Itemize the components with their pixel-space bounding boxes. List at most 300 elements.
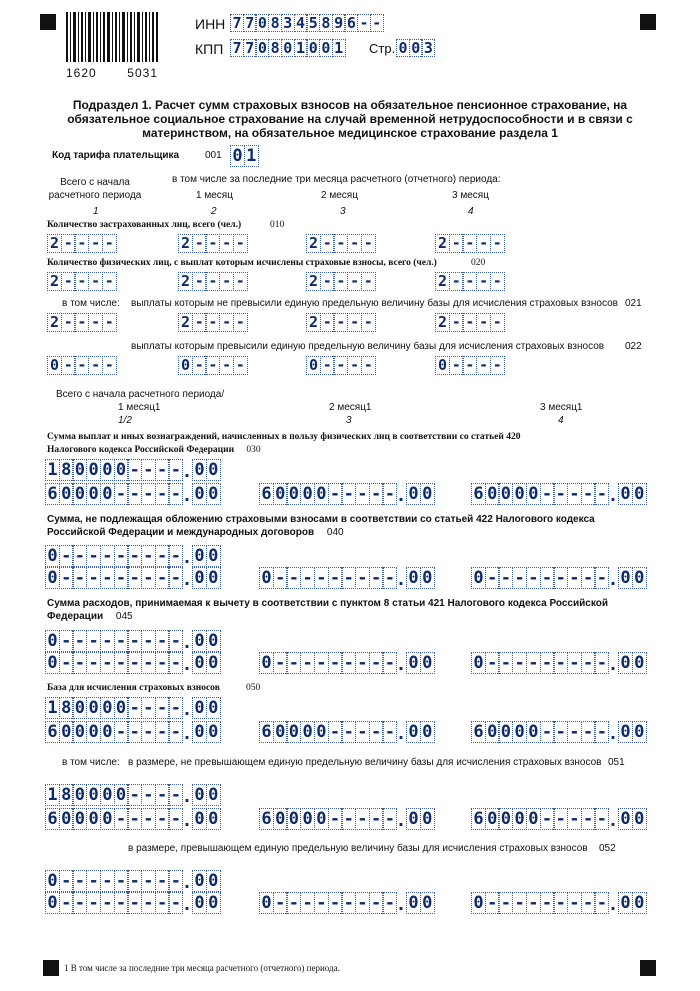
rouble-cell: - — [127, 630, 142, 652]
rouble-cell: - — [168, 870, 183, 892]
rouble-cell: - — [155, 459, 170, 481]
rouble-cell: - — [498, 892, 513, 914]
rouble-cell: 0 — [59, 721, 74, 743]
rouble-cell: - — [341, 808, 356, 830]
row020-m2[interactable] — [306, 272, 375, 291]
col2-num3: 3 — [346, 415, 352, 426]
kopeck-cell: 0 — [420, 483, 435, 505]
rouble-cell: 0 — [526, 483, 541, 505]
rouble-cell: 0 — [300, 808, 315, 830]
rouble-cell: - — [341, 483, 356, 505]
row050-m3[interactable] — [471, 721, 645, 743]
rouble-cell: - — [581, 808, 596, 830]
decimal-point: . — [181, 462, 193, 482]
comb-cell: - — [233, 313, 248, 332]
decimal-point: . — [395, 570, 407, 590]
rouble-cell: - — [141, 483, 156, 505]
rouble-cell: - — [553, 808, 568, 830]
tariff-field[interactable] — [230, 145, 257, 167]
rouble-cell: - — [100, 870, 115, 892]
row050-m2[interactable] — [259, 721, 433, 743]
rouble-cell: - — [512, 892, 527, 914]
comb-cell: - — [462, 313, 477, 332]
rouble-cell: - — [355, 808, 370, 830]
rouble-cell: 0 — [45, 870, 60, 892]
comb-cell: - — [205, 313, 220, 332]
row020-label: Количество физических лиц, с выплат которым исчислены страховые взносы, всего (чел.) — [47, 258, 437, 268]
row030-m1[interactable] — [45, 483, 219, 505]
comb-cell: - — [205, 272, 220, 291]
comb-cell: 3 — [421, 39, 435, 57]
barcode-number-left: 1620 — [66, 66, 97, 80]
kopeck-cell: 0 — [406, 652, 421, 674]
rouble-cell: - — [100, 652, 115, 674]
decimal-point: . — [181, 548, 193, 568]
rouble-cell: 0 — [314, 483, 329, 505]
rouble-cell: 0 — [45, 630, 60, 652]
row022-m3[interactable] — [435, 356, 504, 375]
rouble-cell: 0 — [86, 808, 101, 830]
rouble-cell: 6 — [45, 808, 60, 830]
col-num1: 1 — [93, 206, 99, 217]
comb-cell: 2 — [178, 272, 193, 291]
rouble-cell: 1 — [45, 784, 60, 806]
rouble-cell: - — [59, 652, 74, 674]
rouble-cell: 0 — [259, 652, 274, 674]
rouble-cell: - — [581, 567, 596, 589]
rouble-cell: - — [127, 545, 142, 567]
comb-cell: - — [449, 356, 464, 375]
rouble-cell: - — [300, 567, 315, 589]
rouble-cell: - — [485, 567, 500, 589]
rouble-cell: - — [382, 721, 397, 743]
rouble-cell: - — [155, 567, 170, 589]
row021-m1[interactable] — [178, 313, 247, 332]
rouble-cell: - — [114, 892, 129, 914]
row022-code: 022 — [625, 341, 642, 352]
comb-cell: - — [361, 356, 376, 375]
decimal-point: . — [181, 633, 193, 653]
comb-cell: - — [476, 356, 491, 375]
comb-cell: 3 — [281, 14, 295, 32]
row050-m1[interactable] — [45, 721, 219, 743]
rouble-cell: 0 — [498, 808, 513, 830]
rouble-cell: - — [581, 483, 596, 505]
comb-cell: - — [490, 234, 505, 253]
rouble-cell: - — [168, 545, 183, 567]
rouble-cell: - — [168, 630, 183, 652]
rouble-cell: - — [141, 892, 156, 914]
rouble-cell: 0 — [72, 459, 87, 481]
kopeck-cell: 0 — [206, 892, 221, 914]
comb-cell: - — [219, 272, 234, 291]
row020-m1[interactable] — [178, 272, 247, 291]
decimal-point: . — [181, 570, 193, 590]
rouble-cell: - — [155, 808, 170, 830]
comb-cell: - — [476, 272, 491, 291]
rouble-cell: 0 — [485, 483, 500, 505]
rouble-cell: - — [127, 652, 142, 674]
rouble-cell: - — [540, 567, 555, 589]
comb-cell: - — [205, 356, 220, 375]
rouble-cell: 0 — [72, 721, 87, 743]
row010-m2[interactable] — [306, 234, 375, 253]
kopeck-cell: 0 — [406, 483, 421, 505]
row051-m2[interactable] — [259, 808, 433, 830]
row045-m3[interactable] — [471, 652, 645, 674]
barcode-number — [66, 66, 158, 80]
col2-month1: 1 месяц1 — [118, 402, 161, 413]
inn-label: ИНН — [195, 16, 226, 32]
rouble-cell: - — [594, 892, 609, 914]
row022-m1[interactable] — [178, 356, 247, 375]
rouble-cell: 0 — [512, 808, 527, 830]
rouble-cell: - — [540, 483, 555, 505]
decimal-point: . — [395, 655, 407, 675]
comb-cell: - — [361, 234, 376, 253]
decimal-point: . — [607, 655, 619, 675]
comb-cell: 2 — [47, 272, 62, 291]
rouble-cell: 0 — [86, 459, 101, 481]
row052-m2[interactable] — [259, 892, 433, 914]
rouble-cell: - — [127, 483, 142, 505]
rouble-cell: 0 — [86, 483, 101, 505]
col-all-period: Всего с начала расчетного периода — [48, 177, 142, 201]
comb-cell: - — [320, 356, 335, 375]
rouble-cell: - — [540, 721, 555, 743]
rouble-cell: - — [355, 652, 370, 674]
rouble-cell: - — [59, 870, 74, 892]
rouble-cell: - — [594, 808, 609, 830]
rouble-cell: - — [328, 652, 343, 674]
row051-code: 051 — [608, 757, 625, 768]
rouble-cell: 0 — [471, 652, 486, 674]
rouble-cell: - — [382, 567, 397, 589]
comb-cell: 7 — [243, 39, 257, 57]
rouble-cell: - — [355, 567, 370, 589]
rouble-cell: 0 — [286, 721, 301, 743]
row010-m1[interactable] — [178, 234, 247, 253]
rouble-cell: 0 — [86, 697, 101, 719]
corner-mark-bottom-left — [43, 960, 59, 976]
comb-cell: - — [219, 313, 234, 332]
kopeck-cell: 0 — [206, 652, 221, 674]
comb-cell: 6 — [344, 14, 358, 32]
kopeck-cell: 0 — [206, 483, 221, 505]
row052-total[interactable] — [45, 870, 219, 892]
row051-m3[interactable] — [471, 808, 645, 830]
row045-label — [47, 598, 647, 623]
decimal-point: . — [181, 655, 193, 675]
comb-cell: 0 — [435, 356, 450, 375]
kopeck-cell: 0 — [192, 483, 207, 505]
rouble-cell: - — [59, 630, 74, 652]
row030-m2[interactable] — [259, 483, 433, 505]
rouble-cell: 0 — [59, 483, 74, 505]
comb-cell: - — [88, 313, 103, 332]
rouble-cell: - — [286, 652, 301, 674]
rouble-cell: - — [512, 652, 527, 674]
comb-cell: 0 — [409, 39, 423, 57]
row020-total[interactable] — [47, 272, 116, 291]
row010-m3[interactable] — [435, 234, 504, 253]
comb-cell: 0 — [230, 145, 245, 167]
rouble-cell: 0 — [72, 784, 87, 806]
comb-cell: 0 — [281, 39, 295, 57]
rouble-cell: 6 — [259, 721, 274, 743]
kopeck-cell: 0 — [632, 721, 647, 743]
comb-cell: 0 — [255, 14, 269, 32]
row030-total[interactable] — [45, 459, 219, 481]
rouble-cell: - — [127, 808, 142, 830]
rouble-cell: - — [155, 870, 170, 892]
row020-code: 020 — [471, 258, 486, 268]
col2-num4: 4 — [558, 415, 564, 426]
rouble-cell: - — [567, 567, 582, 589]
kopeck-cell: 0 — [406, 721, 421, 743]
rouble-cell: - — [581, 652, 596, 674]
comb-cell: - — [219, 356, 234, 375]
decimal-point: . — [181, 811, 193, 831]
row045-label-text: Сумма расходов, принимаемая к вычету в соответствии с пунктом 8 статьи 421 Налогового кодекса Российской Федерации — [47, 598, 608, 622]
row021-code: 021 — [625, 298, 642, 309]
row051-total[interactable] — [45, 784, 219, 806]
rouble-cell: - — [141, 567, 156, 589]
rouble-cell: - — [59, 567, 74, 589]
row051-m1[interactable] — [45, 808, 219, 830]
rouble-cell: 0 — [100, 808, 115, 830]
rouble-cell: 0 — [72, 808, 87, 830]
row021-total[interactable] — [47, 313, 116, 332]
row020-m3[interactable] — [435, 272, 504, 291]
comb-cell: - — [333, 272, 348, 291]
rouble-cell: - — [100, 892, 115, 914]
footnote: 1 В том числе за последние три месяца расчетного (отчетного) периода. — [64, 963, 340, 973]
rouble-cell: - — [369, 721, 384, 743]
rouble-cell: 8 — [59, 697, 74, 719]
rouble-cell: - — [273, 652, 288, 674]
row045-m2[interactable] — [259, 652, 433, 674]
row010-code: 010 — [270, 220, 285, 230]
rouble-cell: 0 — [471, 567, 486, 589]
rouble-cell: - — [553, 721, 568, 743]
rouble-cell: - — [86, 652, 101, 674]
comb-cell: - — [233, 272, 248, 291]
comb-cell: - — [320, 234, 335, 253]
rouble-cell: - — [341, 567, 356, 589]
rouble-cell: - — [168, 697, 183, 719]
row010-total[interactable] — [47, 234, 116, 253]
rouble-cell: - — [141, 808, 156, 830]
comb-cell: - — [61, 272, 76, 291]
rouble-cell: 0 — [72, 483, 87, 505]
rouble-cell: - — [155, 697, 170, 719]
rouble-cell: - — [567, 652, 582, 674]
kopeck-cell: 0 — [632, 483, 647, 505]
rouble-cell: 0 — [100, 721, 115, 743]
row040-total[interactable] — [45, 545, 219, 567]
row040-m3[interactable] — [471, 567, 645, 589]
rouble-cell: - — [526, 567, 541, 589]
rouble-cell: - — [369, 483, 384, 505]
rouble-cell: - — [114, 652, 129, 674]
decimal-point: . — [395, 811, 407, 831]
row021-m2[interactable] — [306, 313, 375, 332]
row030-m3[interactable] — [471, 483, 645, 505]
rouble-cell: 0 — [273, 721, 288, 743]
row045-m1[interactable] — [45, 652, 219, 674]
decimal-point: . — [181, 724, 193, 744]
decimal-point: . — [181, 787, 193, 807]
comb-cell: - — [361, 272, 376, 291]
comb-cell: 9 — [332, 14, 346, 32]
col-num2: 2 — [211, 206, 217, 217]
row022-total[interactable] — [47, 356, 116, 375]
col-num4: 4 — [468, 206, 474, 217]
comb-cell: - — [74, 272, 89, 291]
rouble-cell: - — [594, 567, 609, 589]
rouble-cell: - — [328, 483, 343, 505]
row040-label — [47, 514, 627, 539]
decimal-point: . — [395, 486, 407, 506]
kopeck-cell: 0 — [192, 721, 207, 743]
rouble-cell: - — [286, 567, 301, 589]
rouble-cell: - — [127, 892, 142, 914]
comb-cell: - — [233, 234, 248, 253]
comb-cell: 0 — [306, 356, 321, 375]
kopeck-cell: 0 — [632, 892, 647, 914]
rouble-cell: - — [341, 652, 356, 674]
comb-cell: - — [333, 356, 348, 375]
rouble-cell: - — [141, 545, 156, 567]
row040-m1[interactable] — [45, 567, 219, 589]
rouble-cell: 0 — [286, 808, 301, 830]
rouble-cell: 0 — [314, 808, 329, 830]
rouble-cell: - — [341, 892, 356, 914]
row045-total[interactable] — [45, 630, 219, 652]
rouble-cell: 0 — [512, 483, 527, 505]
rouble-cell: 0 — [273, 808, 288, 830]
rouble-cell: - — [127, 870, 142, 892]
comb-cell: - — [192, 356, 207, 375]
row050-code: 050 — [246, 683, 261, 693]
rouble-cell: 1 — [45, 459, 60, 481]
kopeck-cell: 0 — [192, 545, 207, 567]
comb-cell: - — [347, 234, 362, 253]
rouble-cell: 0 — [86, 721, 101, 743]
rouble-cell: - — [567, 721, 582, 743]
rouble-cell: - — [369, 567, 384, 589]
rouble-cell: - — [553, 892, 568, 914]
rouble-cell: - — [594, 652, 609, 674]
kpp-label: КПП — [195, 41, 224, 57]
rouble-cell: 0 — [498, 483, 513, 505]
kopeck-cell: 0 — [406, 567, 421, 589]
rouble-cell: 6 — [471, 483, 486, 505]
kopeck-cell: 0 — [192, 697, 207, 719]
row052-m3[interactable] — [471, 892, 645, 914]
rouble-cell: - — [328, 808, 343, 830]
row021-label: выплаты которым не превысили единую предельную величину базы для исчисления страховых взносов — [131, 298, 618, 309]
rouble-cell: - — [355, 892, 370, 914]
comb-cell: - — [88, 356, 103, 375]
comb-cell: 7 — [230, 14, 244, 32]
kopeck-cell: 0 — [420, 652, 435, 674]
comb-cell: 2 — [435, 313, 450, 332]
comb-cell: - — [61, 356, 76, 375]
rouble-cell: - — [86, 545, 101, 567]
row021-m3[interactable] — [435, 313, 504, 332]
rouble-cell: 6 — [259, 808, 274, 830]
rouble-cell: 0 — [498, 721, 513, 743]
comb-cell: - — [74, 234, 89, 253]
comb-cell: 2 — [435, 234, 450, 253]
kopeck-cell: 0 — [192, 459, 207, 481]
rouble-cell: - — [155, 784, 170, 806]
rouble-cell: - — [155, 652, 170, 674]
kopeck-cell: 0 — [192, 892, 207, 914]
page-field[interactable] — [396, 39, 434, 57]
decimal-point: . — [395, 724, 407, 744]
rouble-cell: 0 — [72, 697, 87, 719]
row022-m2[interactable] — [306, 356, 375, 375]
rouble-cell: - — [168, 808, 183, 830]
rouble-cell: - — [369, 892, 384, 914]
barcode-image — [66, 12, 158, 62]
comb-cell: - — [74, 313, 89, 332]
rouble-cell: - — [155, 892, 170, 914]
rouble-cell: - — [553, 567, 568, 589]
comb-cell: 2 — [47, 234, 62, 253]
col-month1: 1 месяц — [196, 190, 233, 201]
col-incl-last3: в том числе за последние три месяца расчетного (отчетного) периода: — [172, 174, 501, 185]
kopeck-cell: 0 — [192, 808, 207, 830]
row050-total[interactable] — [45, 697, 219, 719]
rouble-cell: 0 — [114, 459, 129, 481]
rouble-cell: - — [553, 652, 568, 674]
rouble-cell: - — [141, 784, 156, 806]
inn-field[interactable] — [230, 14, 382, 32]
rouble-cell: - — [127, 567, 142, 589]
rouble-cell: 0 — [100, 784, 115, 806]
row045-code: 045 — [115, 610, 133, 622]
col-num3: 3 — [340, 206, 346, 217]
kopeck-cell: 0 — [192, 630, 207, 652]
kopeck-cell: 0 — [632, 808, 647, 830]
row040-m2[interactable] — [259, 567, 433, 589]
row052-m1[interactable] — [45, 892, 219, 914]
rouble-cell: - — [581, 721, 596, 743]
comb-cell: - — [357, 14, 371, 32]
decimal-point: . — [181, 895, 193, 915]
rouble-cell: - — [526, 652, 541, 674]
rouble-cell: - — [114, 545, 129, 567]
kopeck-cell: 0 — [618, 652, 633, 674]
row022-label: выплаты которым превысили единую предельную величину базы для исчисления страховых взносов — [131, 341, 605, 352]
comb-cell: - — [61, 234, 76, 253]
comb-cell: - — [449, 234, 464, 253]
corner-mark-top-right — [640, 14, 656, 30]
rouble-cell: - — [86, 567, 101, 589]
kopeck-cell: 0 — [420, 567, 435, 589]
rouble-cell: - — [369, 808, 384, 830]
comb-cell: - — [347, 356, 362, 375]
comb-cell: - — [476, 313, 491, 332]
rouble-cell: - — [100, 545, 115, 567]
rouble-cell: - — [485, 652, 500, 674]
rouble-cell: 0 — [273, 483, 288, 505]
kpp-field[interactable] — [230, 39, 344, 57]
